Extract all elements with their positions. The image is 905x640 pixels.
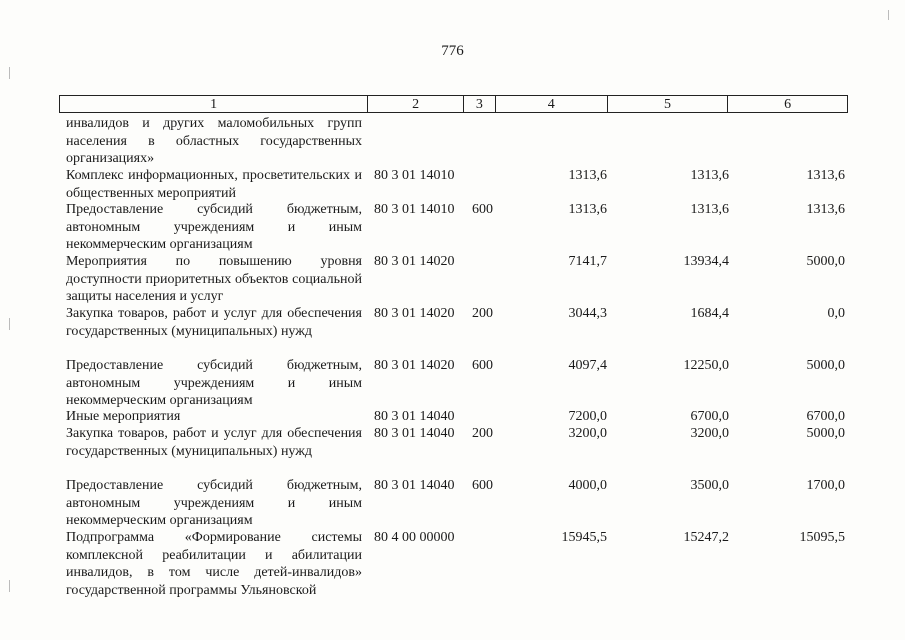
- row-value-4: 3044,3: [568, 306, 607, 321]
- row-value-5: 12250,0: [683, 358, 729, 373]
- scan-mark: [9, 318, 10, 330]
- row-value-4: 4097,4: [568, 358, 607, 373]
- row-name: Предоставление субсидий бюджетным, автономным учреждениям и иным некоммерческим организациям: [66, 202, 362, 253]
- row-code: 80 3 01 14040: [374, 426, 455, 441]
- row-name: Предоставление субсидий бюджетным, автономным учреждениям и иным некоммерческим организациям: [66, 358, 362, 409]
- row-name: Предоставление субсидий бюджетным, автономным учреждениям и иным некоммерческим организациям: [66, 478, 362, 529]
- row-value-5: 6700,0: [690, 409, 729, 424]
- row-code: 80 3 01 14020: [374, 306, 455, 321]
- row-value-4: 7141,7: [568, 254, 607, 269]
- row-value-5: 15247,2: [683, 530, 729, 545]
- row-value-4: 1313,6: [568, 202, 607, 217]
- row-expense-type: 600: [472, 202, 493, 217]
- row-name: Комплекс информационных, просветительских и общественных мероприятий: [66, 168, 362, 201]
- row-code: 80 3 01 14010: [374, 168, 455, 183]
- scan-mark: [9, 67, 10, 79]
- row-name: Иные мероприятия: [66, 409, 181, 424]
- row-name: Мероприятия по повышению уровня доступности приоритетных объектов социальной защиты населения и услуг: [66, 254, 362, 305]
- row-code: 80 3 01 14020: [374, 358, 455, 373]
- header-col-2: 2: [368, 96, 464, 112]
- row-expense-type: 600: [472, 358, 493, 373]
- page-number: 776: [441, 43, 464, 59]
- row-code: 80 3 01 14020: [374, 254, 455, 269]
- row-value-4: 4000,0: [568, 478, 607, 493]
- row-code: 80 3 01 14010: [374, 202, 455, 217]
- row-value-5: 1313,6: [690, 202, 729, 217]
- row-value-6: 1313,6: [806, 202, 845, 217]
- row-value-6: 5000,0: [806, 426, 845, 441]
- row-value-5: 3200,0: [690, 426, 729, 441]
- row-name: инвалидов и других маломобильных групп населения в областных государственных организациях»: [66, 116, 362, 167]
- row-value-6: 6700,0: [806, 409, 845, 424]
- row-value-4: 7200,0: [568, 409, 607, 424]
- header-col-4: 4: [496, 96, 608, 112]
- scan-mark: [888, 10, 889, 20]
- header-col-6: 6: [784, 97, 792, 112]
- row-code: 80 4 00 00000: [374, 530, 455, 545]
- row-name: Закупка товаров, работ и услуг для обеспечения государственных (муниципальных) нужд: [66, 306, 362, 339]
- row-code: 80 3 01 14040: [374, 478, 455, 493]
- table-header: [59, 95, 848, 113]
- row-value-6: 5000,0: [806, 254, 845, 269]
- row-value-6: 0,0: [827, 306, 845, 321]
- row-value-4: 15945,5: [561, 530, 607, 545]
- row-value-4: 1313,6: [568, 168, 607, 183]
- row-value-5: 1313,6: [690, 168, 729, 183]
- row-expense-type: 200: [472, 426, 493, 441]
- header-col-1: 1: [60, 96, 368, 112]
- scan-mark: [9, 580, 10, 592]
- row-name: Закупка товаров, работ и услуг для обеспечения государственных (муниципальных) нужд: [66, 426, 362, 459]
- header-col-3: 3: [464, 96, 496, 112]
- row-value-6: 5000,0: [806, 358, 845, 373]
- row-value-6: 1313,6: [806, 168, 845, 183]
- row-expense-type: 600: [472, 478, 493, 493]
- row-expense-type: 200: [472, 306, 493, 321]
- row-name: Подпрограмма «Формирование системы комплексной реабилитации и абилитации инвалидов, в том числе детей-инвалидов» государственной программы Ульяновской: [66, 530, 362, 598]
- row-value-5: 1684,4: [690, 306, 729, 321]
- row-value-5: 13934,4: [683, 254, 729, 269]
- row-value-6: 15095,5: [799, 530, 845, 545]
- header-col-5: 5: [608, 96, 729, 112]
- row-value-4: 3200,0: [568, 426, 607, 441]
- row-value-6: 1700,0: [806, 478, 845, 493]
- row-value-5: 3500,0: [690, 478, 729, 493]
- row-code: 80 3 01 14040: [374, 409, 455, 424]
